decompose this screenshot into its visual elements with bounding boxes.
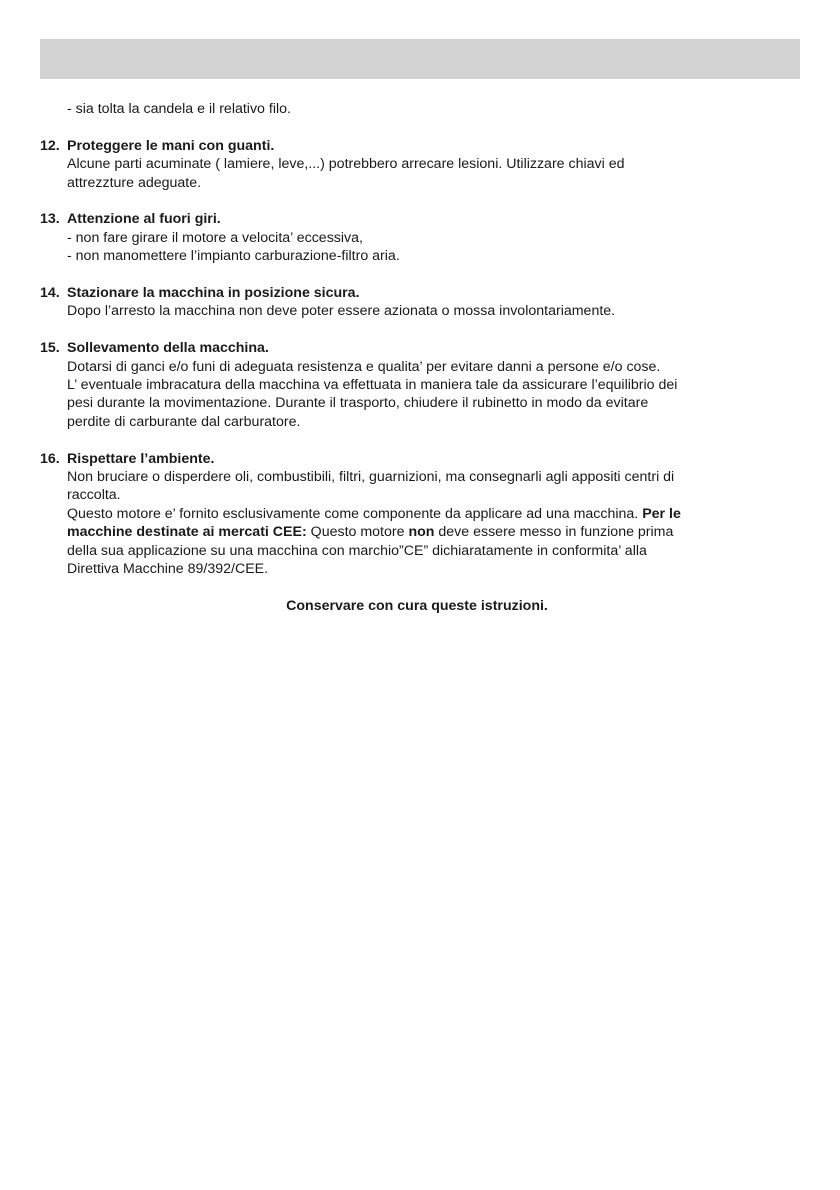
section-text: Dotarsi di ganci e/o funi di adeguata resistenza e qualita’ per evitare danni a persone e/o cose. <box>67 358 661 375</box>
bold-run: Per le <box>642 505 681 522</box>
section-14 <box>40 284 780 321</box>
section-number: 14. <box>40 285 60 302</box>
section-title: Stazionare la macchina in posizione sicura. <box>67 285 360 302</box>
closing-note: Conservare con cura queste istruzioni. <box>286 597 548 614</box>
section-16 <box>40 450 780 579</box>
section-text: Non bruciare o disperdere oli, combustibili, filtri, guarnizioni, ma consegnarli agli appositi centri di <box>67 469 675 486</box>
document-body <box>40 100 780 615</box>
section-title: Proteggere le mani con guanti. <box>67 137 275 154</box>
text-run: Questo motore <box>306 524 409 541</box>
section-text: - non fare girare il motore a velocita’ eccessiva, <box>67 229 363 246</box>
bold-run: macchine destinate ai mercati CEE: <box>67 524 307 541</box>
section-title: Rispettare l’ambiente. <box>67 450 215 467</box>
section-text: Alcune parti acuminate ( lamiere, leve,...) potrebbero arrecare lesioni. Utilizzare chiavi ed <box>67 156 625 173</box>
section-text-rich <box>67 505 780 523</box>
intro-line: - sia tolta la candela e il relativo filo. <box>67 101 291 117</box>
section-text: Direttiva Macchine 89/392/CEE. <box>67 561 269 578</box>
section-text: - non manomettere l’impianto carburazione-filtro aria. <box>67 248 400 265</box>
section-number: 15. <box>40 340 60 357</box>
section-12 <box>40 137 780 192</box>
section-text: raccolta. <box>67 487 121 504</box>
section-text: attrezzture adeguate. <box>67 174 202 191</box>
section-13 <box>40 210 780 265</box>
section-title: Sollevamento della macchina. <box>67 340 269 357</box>
section-number: 13. <box>40 211 60 228</box>
bold-run: non <box>408 524 435 541</box>
text-run: deve essere messo in funzione prima <box>434 524 674 541</box>
section-number: 16. <box>40 450 60 467</box>
section-text: Dopo l’arresto la macchina non deve poter essere azionata o mossa involontariamente. <box>67 303 616 320</box>
section-text: pesi durante la movimentazione. Durante il trasporto, chiudere il rubinetto in modo da evitare <box>67 395 649 412</box>
section-text: L’ eventuale imbracatura della macchina va effettuata in maniera tale da assicurare l’equilibrio dei <box>67 377 678 394</box>
section-title: Attenzione al fuori giri. <box>67 211 221 228</box>
section-15 <box>40 339 780 431</box>
section-text-rich <box>67 523 780 541</box>
section-number: 12. <box>40 137 60 154</box>
text-run: Questo motore e’ fornito esclusivamente come componente da applicare ad una macchina. <box>67 505 643 522</box>
header-bar <box>40 39 800 79</box>
section-text: perdite di carburante dal carburatore. <box>67 413 301 430</box>
section-text: della sua applicazione su una macchina con marchio”CE” dichiaratamente in conformita’ alla <box>67 542 647 559</box>
